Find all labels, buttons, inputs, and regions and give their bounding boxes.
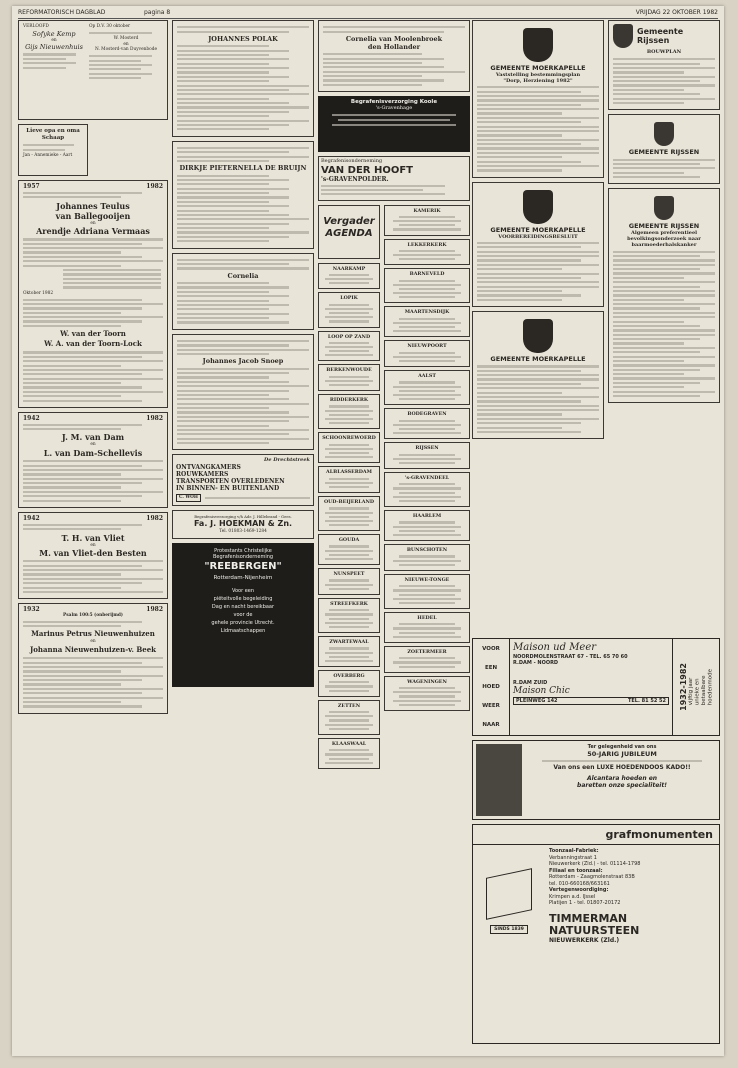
church-place: ALBLASSERDAM — [326, 469, 372, 476]
church-place: AALST — [418, 373, 436, 380]
name-and: en — [51, 37, 57, 43]
church-service-entry — [384, 510, 470, 541]
graf-title: grafmonumenten — [473, 825, 719, 845]
church-service-entry — [384, 472, 470, 507]
grandparents-title: Lieve opa en oma Schaap — [26, 128, 80, 141]
r-sub: bevolkingsonderzoek naar — [627, 236, 701, 243]
word: EEN — [484, 664, 498, 671]
vergader-logo — [318, 205, 380, 259]
church-place: NIEUWE-TONGE — [404, 576, 450, 583]
ad-line-2: ROUWKAMERS — [176, 470, 229, 478]
church-service-entry — [318, 364, 380, 391]
and: en — [90, 220, 96, 226]
m-title: GEMEENTE MOERKAPELLE — [490, 225, 586, 234]
column-moerkapelle — [472, 20, 604, 638]
timmerman-name: TIMMERMAN — [549, 911, 628, 925]
church-place: GOUDA — [338, 537, 360, 544]
name-c: Arendje Adriana Vermaas — [36, 226, 150, 237]
church-place: NIEUWPOORT — [407, 343, 447, 350]
obituary-2 — [172, 141, 314, 249]
church-service-entry — [384, 306, 470, 337]
rb-line: piëteitvolle begeleiding — [213, 595, 273, 602]
column-rijssen — [608, 20, 720, 638]
church-service-entry — [318, 598, 380, 633]
church-service-entry — [384, 676, 470, 711]
church-place: OVERBERG — [333, 673, 365, 680]
couple-2: N. Mosterd-van Duyvenbode — [94, 47, 158, 53]
church-service-entry — [384, 442, 470, 469]
church-service-entry — [384, 239, 470, 266]
rb-name: "REEBERGEN" — [204, 560, 282, 572]
bottom-ads — [472, 638, 720, 1048]
m-title: GEMEENTE MOERKAPELLE — [490, 64, 586, 72]
maison-ad — [472, 638, 720, 736]
r-sub: Algemeen preferentieel — [630, 230, 698, 237]
church-place: NUNSPEET — [333, 571, 365, 578]
name-2: Gijs Nieuwenhuis — [25, 43, 83, 52]
maison-name: Maison ud Meer — [513, 642, 597, 653]
rb-line: Begrafenisonderneming — [212, 553, 274, 560]
church-service-entry — [318, 568, 380, 595]
church-place: ZWARTEWAAL — [329, 639, 369, 646]
graf-line: Krimpen a.d. IJssel — [549, 893, 596, 900]
church-service-entry — [318, 534, 380, 565]
deceased-name: Cornelia — [227, 271, 259, 280]
date: Oktober 1982 — [23, 290, 54, 296]
notice-van-moolenbroek — [318, 20, 470, 92]
church-service-entry — [384, 268, 470, 303]
church-place: KLAASWAAL — [331, 740, 367, 747]
drechtstreek-ad — [172, 454, 314, 505]
moerkapelle-notice-1 — [472, 20, 604, 178]
rijssen-notice-3 — [608, 188, 720, 403]
page-date: VRIJDAG 22 OKTOBER 1982 — [635, 9, 718, 16]
church-service-entry — [384, 646, 470, 673]
church-place: LEKKERKERK — [407, 241, 447, 248]
couple-1: W. Mosterd — [113, 36, 139, 42]
stone-icon — [486, 868, 532, 920]
graf-line: Vertegenwoordiging: — [549, 887, 609, 893]
engagement-notice — [18, 20, 168, 120]
ter-foot: Alcantara hoeden en — [586, 775, 658, 783]
ter-offer: Van ons een LUXE HOEDENDOOS KADO!! — [553, 764, 691, 772]
hoekman-ad — [172, 510, 314, 539]
church-place: NAARKAMP — [332, 265, 366, 272]
scripture: Psalm 100:5 (onberijmd) — [63, 612, 123, 618]
koole-city: 's-Gravenhage — [375, 104, 413, 111]
graf-line: Rotterdam - Zaagmolenstraat 83B — [549, 874, 635, 880]
graf-line: Verbanningstraat 1 — [549, 854, 597, 861]
church-place: LOPIK — [340, 295, 358, 302]
jubilee-years: 1932-1982 — [678, 663, 688, 711]
grandparents-notice — [18, 124, 88, 176]
name-a: Johannes Teulus — [56, 200, 130, 211]
m-sub: Vaststelling bestemmingsplan — [495, 72, 581, 78]
jub-line: unieke en — [694, 678, 700, 706]
maison-city: R.DAM - NOORD — [513, 660, 559, 666]
crest-icon — [523, 190, 553, 224]
year-end: 1982 — [146, 514, 163, 522]
r-title: GEMEENTE RIJSSEN — [628, 222, 700, 231]
jub-line: hoedenmode — [707, 668, 713, 706]
moerkapelle-notice-3 — [472, 311, 604, 439]
name-d: W. van der Toorn — [60, 329, 126, 339]
name-1: Sofyke Kemp — [32, 29, 76, 38]
church-service-entry — [384, 408, 470, 439]
r-sub: BOUWPLAN — [646, 49, 682, 55]
word: NAAR — [482, 722, 500, 729]
graf-line: Filiaal en toonzaal: — [549, 867, 603, 874]
name-e: W. A. van der Toorn-Lock — [44, 339, 142, 349]
name-a: Cornelia van Moolenbroek — [345, 34, 443, 43]
m-title: GEMEENTE MOERKAPELLE — [490, 355, 586, 364]
church-place: OUD-BEIJERLAND — [323, 499, 375, 506]
deceased-name: Johannes Jacob Snoep — [202, 357, 284, 366]
sinds-label: SINDS 1839 — [490, 925, 528, 934]
graf-line: Platijen 1 - tel. 01807-20172 — [549, 900, 621, 906]
ad-line-4: IN BINNEN- EN BUITENLAND — [176, 484, 280, 492]
paper-name: REFORMATORISCH DAGBLAD — [18, 9, 106, 16]
church-service-entry — [318, 700, 380, 735]
church-service-entry — [318, 636, 380, 667]
year-start: 1942 — [23, 514, 40, 522]
name-b: M. van Vliet-den Besten — [39, 548, 147, 559]
anniversary-notice-2 — [18, 412, 168, 508]
church-place: MAARTENSDIJK — [404, 309, 450, 316]
rijssen-notice-1 — [608, 20, 720, 110]
vdh-city: 's-GRAVENPOLDER. — [321, 175, 389, 183]
r-title: GEMEENTE RIJSSEN — [628, 148, 700, 157]
page-header — [18, 8, 718, 19]
notice-date: Op D.V. 30 oktober — [89, 24, 131, 29]
church-service-entry — [318, 394, 380, 429]
church-service-entry — [384, 370, 470, 405]
name-b: van Ballegooijen — [55, 210, 131, 221]
timmerman-city: NIEUWERKERK (Zld.) — [549, 936, 620, 944]
church-service-entry — [318, 292, 380, 327]
crest-icon — [613, 24, 633, 48]
year-end: 1982 — [146, 183, 163, 190]
ad-line-3: TRANSPORTEN OVERLEDENEN — [176, 477, 285, 485]
church-place: SCHOONREWOERD — [322, 435, 376, 442]
obituary-4 — [172, 334, 314, 451]
church-service-entry — [318, 670, 380, 697]
crest-icon — [523, 28, 553, 62]
reebergen-ad — [172, 543, 314, 687]
anniversary-notice-1 — [18, 180, 168, 408]
year-end: 1982 — [146, 606, 163, 614]
year-start: 1932 — [23, 606, 40, 614]
couple-and: en — [123, 41, 129, 47]
church-place: BUNSCHOTEN — [406, 547, 448, 554]
church-place: ZOETERMEER — [407, 649, 447, 656]
crest-icon — [523, 319, 553, 353]
deceased-name: DIRKJE PIETERNELLA DE BRUIJN — [179, 164, 307, 173]
church-place: KAMERIK — [413, 207, 441, 214]
rb-line: Protestants Christelijke — [214, 547, 272, 554]
church-place: HAARLEM — [412, 513, 442, 520]
year-start: 1957 — [23, 183, 40, 190]
chic-address: PLEINWEG 142 — [516, 698, 558, 704]
church-place: WAGENINGEN — [407, 678, 447, 685]
church-place: BERKENWOUDE — [326, 367, 372, 374]
grandparents-foot: Jan - Annemieke - Aart — [23, 152, 73, 158]
chic-name: Maison Chic — [513, 686, 570, 696]
chic-city: R.DAM ZUID — [513, 680, 548, 686]
year-start: 1942 — [23, 414, 40, 422]
and: en — [90, 542, 96, 548]
vergader-text: Vergader AGENDA — [323, 215, 375, 239]
anniversary-notice-3 — [18, 512, 168, 599]
koole-ad — [318, 96, 470, 152]
church-service-entry — [318, 331, 380, 362]
deceased-name: JOHANNES POLAK — [208, 34, 278, 43]
m-sub2: "Dorp, Herziening 1982" — [503, 78, 573, 84]
vdh-name: VAN DER HOOFT — [321, 164, 413, 176]
rijssen-notice-2 — [608, 114, 720, 184]
ad-line-1: ONTVANGKAMERS — [176, 463, 241, 471]
church-place: HEDEL — [417, 615, 437, 622]
church-service-entry — [384, 205, 470, 236]
grafmonumenten-ad — [472, 824, 720, 1044]
hoekman-label: Begrafenisverzorging v/h Adr. J. Hillebrand - Gees. — [194, 513, 292, 519]
ter-foot: baretten onze specialiteit! — [577, 782, 667, 790]
crest-icon — [654, 122, 674, 146]
word: WEER — [482, 703, 500, 710]
van-der-hooft-ad — [318, 156, 470, 201]
moerkapelle-notice-2 — [472, 182, 604, 307]
church-service-entry — [318, 738, 380, 769]
notice-lead: VERLOOFD — [23, 24, 49, 29]
ter-sub: 50-JARIG JUBILEUM — [587, 750, 657, 758]
obituary-1 — [172, 20, 314, 137]
jub-line: betaalbare — [700, 675, 707, 706]
name-a: Marinus Petrus Nieuwenhuizen — [31, 629, 155, 639]
church-service-entry — [384, 574, 470, 609]
hoekman-name: Fa. J. HOEKMAN & Zn. — [193, 519, 293, 529]
ad-title: De Drechtstreek — [264, 457, 310, 464]
rb-line: Dag en nacht bereikbaar — [211, 603, 275, 610]
column-obituaries — [172, 20, 314, 1050]
church-place: ZETTEN — [337, 702, 361, 709]
church-service-entry — [318, 466, 380, 493]
name-b: Johanna Nieuwenhuizen-v. Beek — [29, 645, 157, 654]
crest-icon — [654, 196, 674, 220]
graf-line: tel. 010-660168/663161 — [549, 880, 610, 887]
hat-box-illustration — [476, 744, 522, 816]
church-place: STREEFKERK — [330, 600, 368, 607]
church-place: BARNEVELD — [409, 271, 445, 278]
word: HOED — [482, 683, 500, 690]
jubilee-ad — [472, 740, 720, 820]
page-number: pagina 8 — [144, 9, 171, 16]
church-place: BODEGRAVEN — [407, 411, 447, 418]
church-place: RIJSSEN — [415, 445, 439, 452]
name-b: L. van Dam-Schellevis — [43, 448, 143, 459]
newspaper-page — [12, 6, 724, 1056]
vdh-label: Begrafenisonderneming — [321, 158, 383, 165]
r-title-2: Rijssen — [637, 36, 670, 45]
church-place: 's-GRAVENDEEL — [404, 475, 450, 482]
church-service-entry — [384, 340, 470, 367]
church-service-entry — [318, 496, 380, 531]
rb-city: Rotterdam-Nijenheim — [213, 574, 273, 581]
name-a: T. H. van Vliet — [61, 532, 125, 543]
rb-line: Voor een — [231, 587, 255, 594]
r-sub: baarmoederhalskanker — [631, 242, 697, 249]
ad-foot: C. WOH — [176, 494, 201, 502]
koole-title: Begrafenisverzorging Koole — [350, 99, 438, 106]
church-place: LOOP OP ZAND — [327, 333, 371, 340]
ter-title: Ter gelegenheid van ons — [587, 744, 657, 750]
graf-line: Toonzaal-Fabriek: — [549, 848, 599, 854]
rb-line: gehele provincie Utrecht. — [211, 619, 275, 626]
name-b: den Hollander — [367, 42, 421, 51]
rb-line: Lidmaatschappen — [220, 627, 266, 634]
name-a: J. M. van Dam — [61, 432, 125, 443]
column-church-services — [318, 20, 470, 1050]
church-service-entry — [384, 612, 470, 643]
and: en — [90, 442, 96, 448]
jub-line: vijftig jaar — [687, 677, 694, 706]
church-agenda — [318, 205, 470, 772]
church-service-entry — [318, 263, 380, 290]
timmerman-name-2: NATUURSTEEN — [549, 923, 640, 937]
hoekman-phone: Tel. 01803-1469-1284 — [219, 529, 267, 535]
column-family-notices — [18, 20, 168, 1050]
church-place: RIDDERKERK — [329, 397, 369, 404]
maison-address: NOORDMOLENSTRAAT 67 - TEL. 65 70 60 — [513, 654, 628, 660]
graf-line: Nieuwerkerk (Zld.) - tel. 01114-1798 — [549, 861, 641, 867]
word: VOOR — [482, 645, 500, 652]
chic-phone: TEL. 81 52 52 — [627, 698, 666, 704]
rb-line: voor de — [233, 611, 253, 618]
church-service-entry — [318, 432, 380, 463]
and: en — [90, 639, 96, 645]
anniversary-notice-4 — [18, 603, 168, 713]
obituary-3 — [172, 253, 314, 330]
r-title-1: Gemeente — [637, 27, 684, 36]
m-sub: VOORBEREIDINGSBESLUIT — [498, 233, 578, 240]
church-service-entry — [384, 544, 470, 571]
year-end: 1982 — [146, 414, 163, 422]
